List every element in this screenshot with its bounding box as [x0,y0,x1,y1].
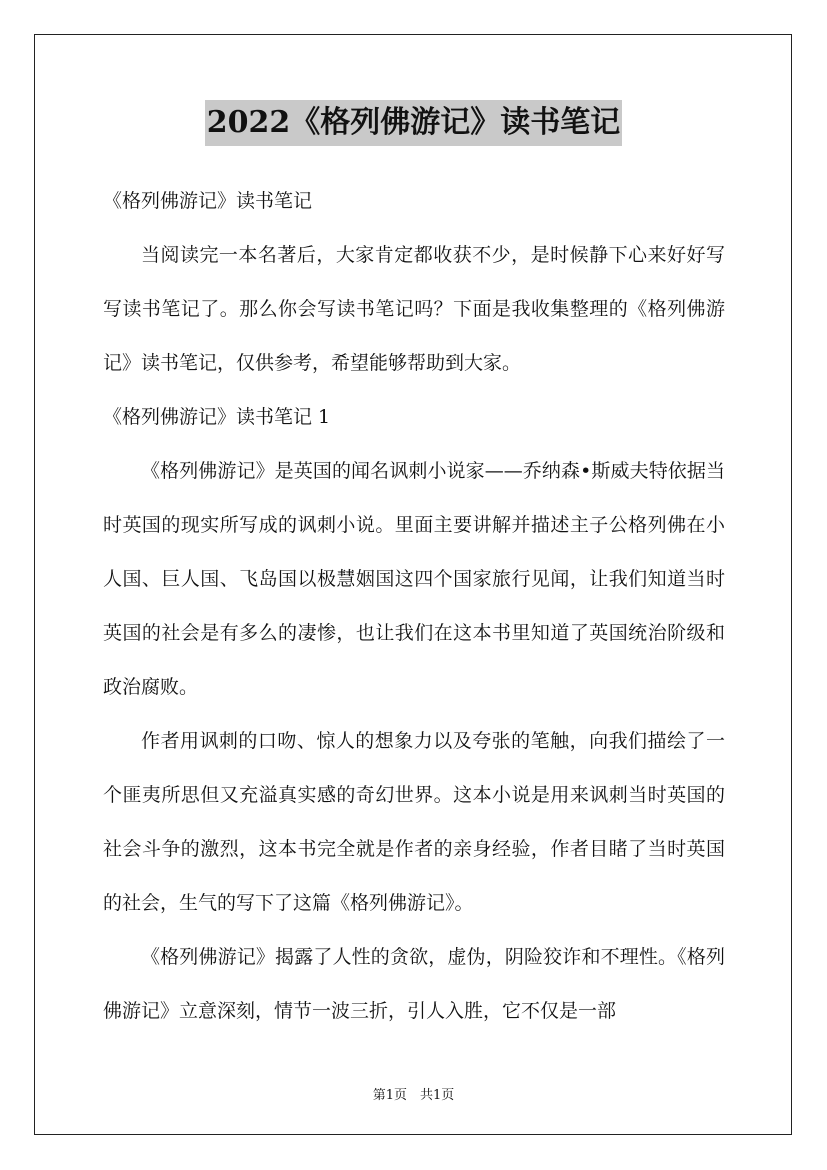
title-wrap [0,100,827,146]
intro-paragraph: 当阅读完一本名著后，大家肯定都收获不少，是时候静下心来好好写写读书笔记了。那么你会写读书笔记吗？下面是我收集整理的《格列佛游记》读书笔记，仅供参考，希望能够帮助到大家。 [103,244,725,374]
section-heading: 《格列佛游记》读书笔记 1 [103,406,331,428]
body-paragraph-2: 作者用讽刺的口吻、惊人的想象力以及夸张的笔触，向我们描绘了一个匪夷所思但又充溢真实感的奇幻世界。这本小说是用来讽刺当时英国的社会斗争的激烈，这本书完全就是作者的亲身经验，作者目睹了当时英国的社会，生气的写下了这篇《格列佛游记》。 [103,730,725,914]
body-paragraph-3: 《格列佛游记》揭露了人性的贪欲，虚伪，阴险狡诈和不理性。《格列佛游记》立意深刻，情节一波三折，引人入胜，它不仅是一部 [103,946,725,1022]
document-body [103,174,725,1038]
page-footer: 第1页 共1页 [372,1088,455,1103]
body-paragraph-1: 《格列佛游记》是英国的闻名讽刺小说家——乔纳森•斯威夫特依据当时英国的现实所写成的讽刺小说。里面主要讲解并描述主子公格列佛在小人国、巨人国、飞岛国以极慧姻国这四个国家旅行见闻，让我们知道当时英国的社会是有多么的凄惨，也让我们在这本书里知道了英国统治阶级和政治腐败。 [103,460,725,698]
subheading: 《格列佛游记》读书笔记 [103,190,313,212]
document-title: 2022《格列佛游记》读书笔记 [205,100,623,146]
